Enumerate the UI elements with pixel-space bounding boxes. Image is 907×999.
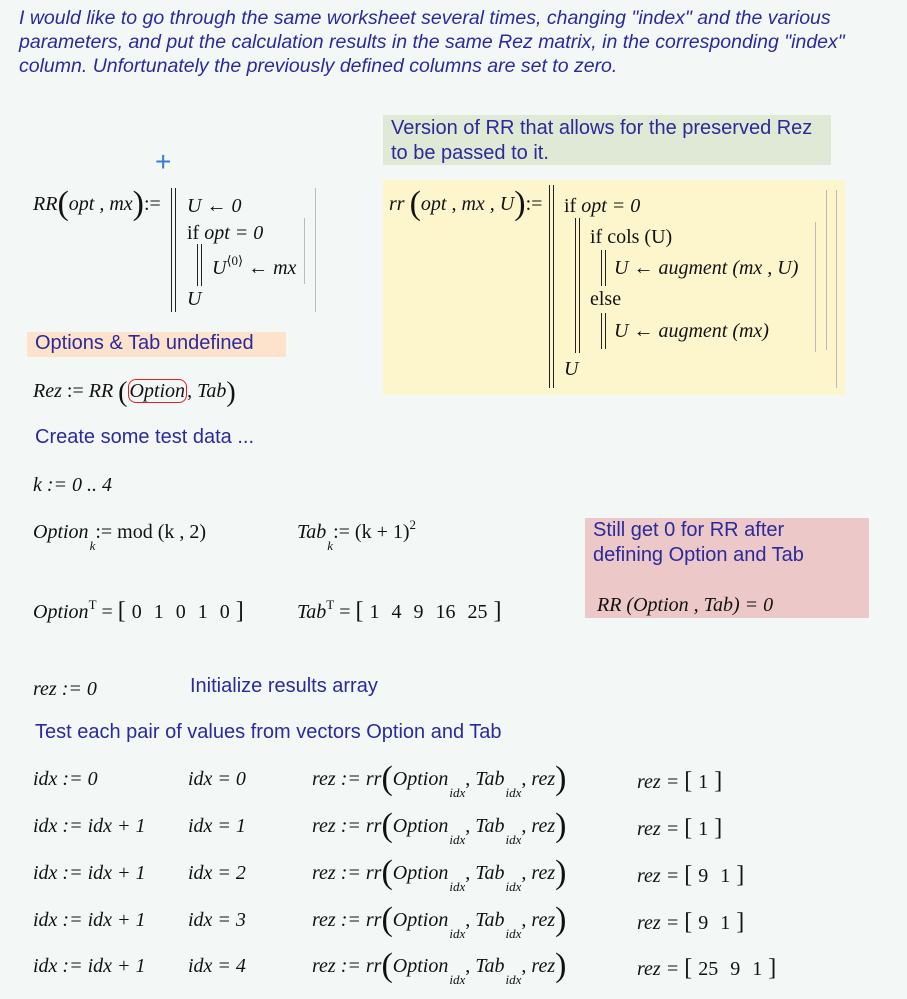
matrix-value: 16 (435, 601, 456, 623)
rr-result: RR (Option , Tab) = 0 (597, 594, 774, 616)
rez-result: rez = [ 1 ] (637, 815, 723, 841)
test-each-note: Test each pair of values from vectors Option and Tab (35, 721, 502, 743)
matrix-value: 9 (698, 865, 709, 887)
rr-else: else (590, 288, 622, 310)
option-definition: Option$_k$:= mod (k , 2) (33, 521, 207, 553)
rr-line-1: U ← 0 (187, 195, 242, 217)
still-zero-note-1: Still get 0 for RR after (593, 519, 785, 541)
rr-return: U (564, 358, 579, 380)
crosshair-cursor-icon: + (155, 146, 172, 177)
option-transpose: Option$^T$ = [ 0 1 0 1 0 ] (33, 597, 244, 624)
idx-value: idx = 4 (188, 955, 246, 977)
idx-assign: idx := idx + 1 (33, 955, 146, 977)
matrix-value: 0 (131, 601, 142, 623)
rr-call: rez := rr(Option$_{idx}$, Tab$_{idx}$, rez) (312, 807, 567, 847)
idx-assign: idx := idx + 1 (33, 909, 146, 931)
matrix-value: 1 (698, 771, 709, 793)
tab-transpose: Tab$^T$ = [ 1 4 9 16 25 ] (297, 597, 502, 624)
k-range-definition: k := 0 .. 4 (33, 474, 113, 496)
rr-else-stmt: U ← augment (mx) (614, 320, 769, 342)
matrix-value: 25 (698, 958, 719, 980)
matrix-value: 1 (720, 912, 731, 934)
rr-call: rez := rr(Option$_{idx}$, Tab$_{idx}$, rez) (312, 760, 567, 800)
matrix-value: 0 (175, 601, 186, 623)
matrix-value: 9 (698, 912, 709, 934)
matrix-value: 4 (391, 601, 402, 623)
still-zero-note-2: defining Option and Tab (593, 544, 804, 566)
matrix-value: 1 (698, 818, 709, 840)
matrix-value: 1 (153, 601, 164, 623)
matrix-value: 25 (467, 601, 488, 623)
idx-value: idx = 0 (188, 768, 246, 790)
rr-inner-if: if cols (U) (590, 226, 673, 248)
version-note: Version of RR that allows for the preserved Rez to be passed to it. (391, 117, 813, 164)
rr-line-2: if opt = 0 (187, 222, 264, 244)
idx-assign: idx := 0 (33, 768, 98, 790)
rr-if: if opt = 0 (564, 195, 641, 217)
rr-call: rez := rr(Option$_{idx}$, Tab$_{idx}$, rez) (312, 854, 567, 894)
idx-assign: idx := idx + 1 (33, 815, 146, 837)
idx-value: idx = 2 (188, 862, 246, 884)
matrix-value: 1 (369, 601, 380, 623)
rr-call: rez := rr(Option$_{idx}$, Tab$_{idx}$, rez) (312, 901, 567, 941)
idx-value: idx = 3 (188, 909, 246, 931)
matrix-value: 1 (720, 865, 731, 887)
rr-upper-definition-head: RR(opt , mx):= (33, 185, 161, 222)
rez-definition: Rez := RR ( Option , Tab) (33, 377, 236, 408)
rr-line-3: $U^{⟨0⟩}$ ← mx (212, 253, 297, 279)
rez-result: rez = [ 9 1 ] (637, 862, 745, 888)
rr-line-4: U (187, 288, 202, 310)
idx-assign: idx := idx + 1 (33, 862, 146, 884)
init-results-note: Initialize results array (190, 675, 378, 697)
idx-value: idx = 1 (188, 815, 246, 837)
matrix-value: 1 (197, 601, 208, 623)
rr-lower-definition-head: rr (opt , mx , U):= (389, 185, 543, 222)
rez-result: rez = [ 25 9 1 ] (637, 955, 777, 981)
options-undefined-note: Options & Tab undefined (35, 332, 254, 354)
matrix-value: 0 (219, 601, 230, 623)
option-error-highlight[interactable]: Option (129, 380, 186, 402)
create-test-note: Create some test data ... (35, 426, 254, 448)
matrix-value: 9 (730, 958, 741, 980)
rez-result: rez = [ 9 1 ] (637, 909, 745, 935)
matrix-value: 9 (413, 601, 424, 623)
tab-definition: Tab$_k$:= $(k + 1)^2$ (297, 517, 417, 553)
intro-text: I would like to go through the same worksheet several times, changing "index" and the various parameters, and put the calculation results in the same Rez matrix, in the corresponding "index" column. Unfortunately the previously defined columns are set to zero. (19, 7, 845, 77)
rr-call: rez := rr(Option$_{idx}$, Tab$_{idx}$, rez) (312, 947, 567, 987)
rez-result: rez = [ 1 ] (637, 768, 723, 794)
matrix-value: 1 (752, 958, 763, 980)
rr-inner-stmt: U ← augment (mx , U) (614, 257, 799, 279)
rez-init: rez := 0 (33, 678, 97, 700)
